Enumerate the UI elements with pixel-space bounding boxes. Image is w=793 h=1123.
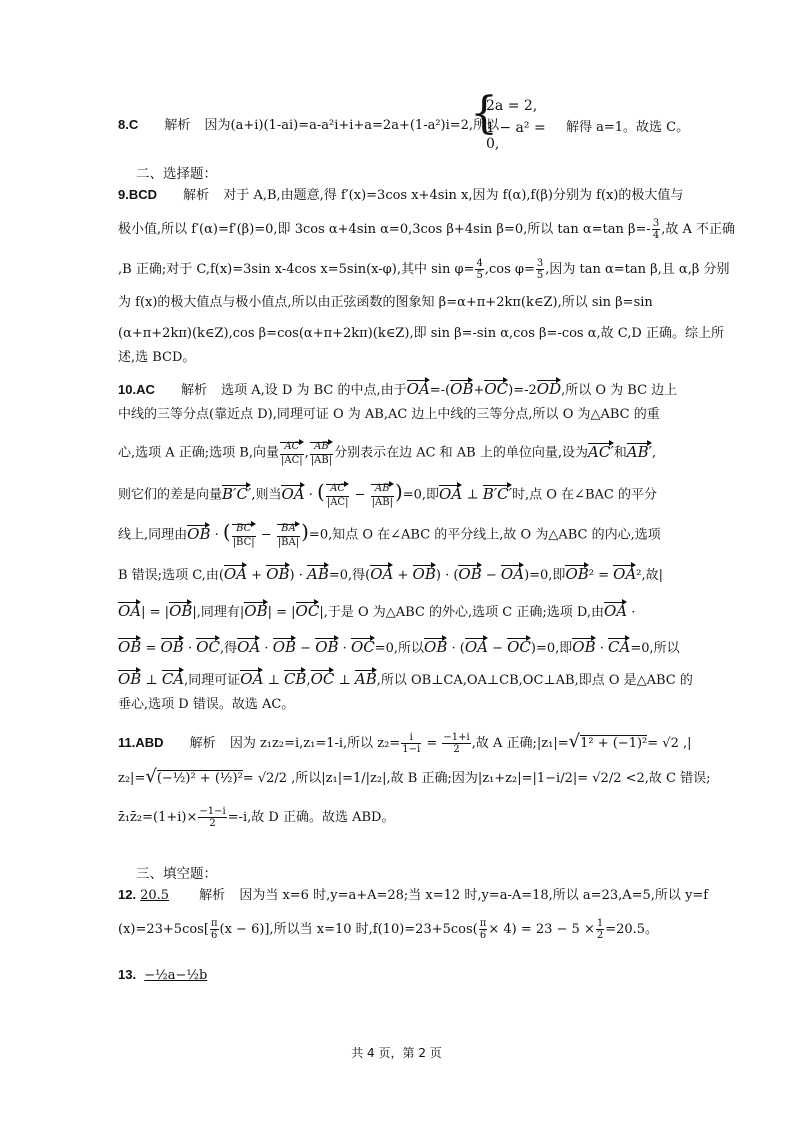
q10-line-7: OA| = |OB|,同理有|OB| = |OC|,于是 O 为△ABC 的外心,选项 C 正确;选项 D,由OA · <box>118 602 636 620</box>
vector-OD: OD <box>536 380 562 398</box>
vector-OB: OB <box>169 602 193 620</box>
vector-OB: OB <box>572 638 596 656</box>
q8-text-a: 因为(a+i)(1-ai)=a-a²i+i+a=2a+(1-a²)i=2,所以 <box>204 118 500 133</box>
fraction-AC-unit <box>326 482 350 508</box>
fraction-4-5 <box>475 258 483 281</box>
vector-OC: OC <box>295 602 320 620</box>
q12-text-2d: =20.5。 <box>605 922 659 937</box>
sqrt-sign: √ <box>568 731 581 752</box>
vector-CB: CB <box>283 670 307 688</box>
q11-text-2c: ,故 B 正确;因为|z₁+z₂|= <box>386 771 533 786</box>
vector-OA: OA <box>464 638 488 656</box>
q11-text-1c: = √2 ,| <box>647 736 692 751</box>
q9-analysis-tag: 解析 <box>183 188 210 203</box>
frac-den: |AC| <box>280 455 303 466</box>
q10-line-2: 中线的三等分点(靠近点 D),同理可证 O 为 AB,AC 边上中线的三等分点,所以 O 为△ABC 的重 <box>118 407 660 422</box>
vector-OB: OB <box>450 380 474 398</box>
q9-line-3 <box>118 258 730 281</box>
abs-1-minus-i-over-2: |1−i/2| <box>532 771 578 786</box>
fraction-i-over-1-minus-i <box>401 732 421 755</box>
q10-text-8c: =0,即 <box>535 641 573 656</box>
fraction-BC-unit <box>232 522 256 548</box>
vector-OB: OB <box>458 565 482 583</box>
q9-line-6: 述,选 BCD。 <box>118 350 196 365</box>
vector-OA: OA <box>237 638 261 656</box>
sqrt-radicand-2: (−½)² + (½)² <box>156 771 243 786</box>
vector-OB: OB <box>315 638 339 656</box>
q10-number: 10.AC <box>118 382 155 397</box>
q10-text-9a: 同理可证 <box>188 673 241 688</box>
frac-num: AC <box>326 482 350 497</box>
frac-den: |AB| <box>371 497 393 508</box>
fraction-pi-6 <box>479 918 488 941</box>
fraction-neg1-minus-i-over-2 <box>198 806 226 829</box>
q9-text-2b: ,故 A 不正确 <box>661 222 735 237</box>
vector-OA: OA <box>406 380 430 398</box>
vector-OB: OB <box>118 670 142 688</box>
q10-text-1a: 选项 A,设 D 为 BC 的中点,由于 <box>221 383 407 398</box>
frac-num: 3 <box>652 218 660 229</box>
fraction-1-over-z2: 1/|z₂| <box>353 771 387 786</box>
vector-OB: OB <box>424 638 448 656</box>
frac-den: 2 <box>596 930 604 941</box>
vector-BpCp: B′C′ <box>482 484 512 503</box>
q10-line-5: 线上,同理由OB · ( $\frac{BC}{|BC|}$ − $\frac{BA}{|BA|}$ )=0,知点 O 在∠ABC 的平分线上,故 O 为△ABC 的内心,选项 <box>118 519 661 548</box>
frac-den: 6 <box>211 930 218 941</box>
q13-line <box>118 966 693 985</box>
q10-text-7a: |,同理有| <box>192 605 245 620</box>
q11-text-2b: = √2/2 ,所以|z₁|= <box>242 771 354 786</box>
q10-text-6b: =0,得( <box>328 568 371 583</box>
q12-answer: 20.5 <box>140 888 170 903</box>
q10-text-4a: 则它们的差是向量 <box>118 487 223 503</box>
q9-text-2a: 极小值,所以 f′(α)=f′(β)=0,即 3cos α+4sin α=0,3cos β+4sin β=0,所以 tan α=tan β=- <box>118 222 651 237</box>
fraction-AB-unit <box>310 440 333 466</box>
frac-den: 5 <box>536 270 544 281</box>
q9-line-4: 为 f(x)的极大值点与极小值点,所以由正弦函数的图象知 β=α+π+2kπ(k∈Z),所以 sin β=sin <box>118 295 653 310</box>
sqrt-radicand-1: 1² + (−1)² <box>580 736 648 751</box>
q9-text-3a: ,B 正确;对于 C,f(x)=3sin x-4cos x=5sin(x-φ),其中 sin φ= <box>118 262 475 277</box>
q10-analysis-tag: 解析 <box>181 383 208 398</box>
frac-num: π <box>210 918 218 929</box>
frac-num: π <box>479 918 487 929</box>
vector-OB: OB <box>187 524 211 543</box>
vector-OB: OB <box>160 638 184 656</box>
fraction-1-2 <box>596 918 604 941</box>
q11-text-3a: z̄₁z̄₂=(1+i)× <box>118 810 198 825</box>
q12-number: 12. <box>118 887 137 902</box>
q10-line-10: 垂心,选项 D 错误。故选 AC。 <box>118 697 295 712</box>
vector-OC: OC <box>310 670 335 688</box>
q10-text-4c: =0,即 <box>402 487 440 503</box>
fraction-pi-6 <box>210 918 219 941</box>
q8-number: 8.C <box>118 117 139 132</box>
frac-den: 2 <box>453 744 460 755</box>
q11-line-3 <box>118 806 693 829</box>
q10-text-1d: )=-2 <box>508 383 537 398</box>
fraction-AB-unit <box>371 482 394 508</box>
vector-OA: OA <box>439 484 463 503</box>
q12-analysis-tag: 解析 <box>199 888 226 903</box>
vector-OA: OA <box>613 565 637 583</box>
q10-text-3c: 和 <box>613 445 627 461</box>
vector-OA: OA <box>118 602 142 620</box>
q10-line-9: OB ⊥ CA,同理可证OA ⊥ CB,OC ⊥ AB,所以 OB⊥CA,OA⊥CB,OC⊥AB,即点 O 是△ABC 的 <box>118 670 693 688</box>
frac-den: |AB| <box>310 455 333 466</box>
frac-den: 5 <box>476 270 483 281</box>
frac-num: BA <box>277 522 300 537</box>
q9-text-1: 对于 A,B,由题意,得 f′(x)=3cos x+4sin x,因为 f(α),f(β)分别为 f(x)的极大值与 <box>223 188 684 203</box>
vector-ABp: AB′ <box>626 442 653 461</box>
vector-AB: AB <box>307 565 329 583</box>
frac-num: i <box>401 732 421 744</box>
q11-text-3b: =-i,故 D 正确。故选 ABD。 <box>227 810 395 825</box>
q11-analysis-tag: 解析 <box>189 736 216 751</box>
q10-text-8d: =0,所以 <box>630 641 680 656</box>
vector-OC: OC <box>484 380 509 398</box>
q10-text-3a: 心,选项 A 正确;选项 B,向量 <box>118 445 279 461</box>
q10-text-6a: B 错误;选项 C,由( <box>118 568 224 583</box>
vector-OC: OC <box>196 638 221 656</box>
q11-text-2d: = √2/2 <2,故 C 错误; <box>577 771 711 786</box>
fraction-3-4 <box>652 218 660 241</box>
q10-text-8a: ,得 <box>220 641 238 656</box>
vector-OC: OC <box>507 638 531 656</box>
frac-num: 4 <box>476 258 483 269</box>
frac-den: |BA| <box>277 537 300 548</box>
q11-number: 11.ABD <box>118 735 164 750</box>
q10-text-4b: ,则当 <box>251 487 282 503</box>
vector-OA: OA <box>240 670 264 688</box>
q11-line-1: 11.ABD 解析 因为 z₁z₂=i,z₁=1-i,所以 z₂= $\frac{i}{1-i}$ = $\frac{-1+i}{2}$ ,故 A 正确;|z₁|=√1² + (−1)²= √2 ,| <box>118 731 692 755</box>
q9-line-2 <box>118 218 735 241</box>
vector-OB: OB <box>118 638 142 656</box>
q10-line-6: B 错误;选项 C,由(OA + OB) · AB=0,得(OA + OB) · (OB − OA)=0,即OB² = OA²,故| <box>118 565 664 583</box>
vector-OA: OA <box>281 484 305 503</box>
vector-OB: OB <box>272 638 297 656</box>
frac-den: |BC| <box>232 537 255 548</box>
q9-number: 9.BCD <box>118 187 158 202</box>
vector-OA: OA <box>370 565 394 583</box>
q11-text-1a: 因为 z₁z₂=i,z₁=1-i,所以 z₂= <box>229 736 401 751</box>
q13-number: 13. <box>118 967 137 982</box>
q12-text-2b: (x − 6)],所以当 x=10 时,f(10)=23+5cos( <box>219 922 478 937</box>
vector-BpCp: B′C′ <box>222 484 252 503</box>
section-3-title: 三、填空题： <box>136 866 217 882</box>
section-2-title: 二、选择题： <box>136 166 217 182</box>
frac-num: 1 <box>596 918 604 929</box>
frac-den: |AC| <box>326 497 349 508</box>
frac-den: 2 <box>209 818 216 829</box>
sqrt-sign: √ <box>145 766 157 787</box>
q10-text-6c: =0,即 <box>529 568 566 583</box>
fraction-neg1-plus-i-over-2 <box>442 732 470 755</box>
q10-text-1e: ,所以 O 为 BC 边上 <box>561 383 678 398</box>
q10-line-1 <box>118 378 693 400</box>
fraction-BA-unit <box>277 522 300 548</box>
frac-den: 6 <box>479 930 487 941</box>
q10-text-3b: 分别表示在边 AC 和 AB 上的单位向量,设为 <box>334 445 589 461</box>
q8-equation-system <box>470 88 560 152</box>
fraction-3-5 <box>536 258 544 281</box>
frac-num: AC <box>280 440 304 455</box>
q8-system-eq1: 2a = 2, <box>486 98 538 114</box>
vector-OA: OA <box>500 565 525 583</box>
q9-text-3c: ,因为 tan α=tan β,且 α,β 分别 <box>545 262 730 277</box>
q10-text-1b: =-( <box>429 383 451 398</box>
vector-ACp: AC′ <box>588 442 614 461</box>
vector-OB: OB <box>565 565 589 583</box>
frac-num: −1−i <box>199 806 226 817</box>
frac-num: AB <box>310 440 333 455</box>
frac-num: 3 <box>536 258 544 269</box>
frac-num: BC <box>232 522 256 537</box>
frac-num: −1+i <box>443 732 470 743</box>
q10-line-3: 心,选项 A 正确;选项 B,向量 $\frac{AC}{|AC|}$ , $\frac{AB}{|AB|}$ 分别表示在边 AC 和 AB 上的单位向量,设为AC′和AB′, <box>118 441 657 466</box>
q11-text-2a: z₂|= <box>118 771 146 786</box>
frac-den: 4 <box>652 230 660 241</box>
q8-analysis-tag: 解析 <box>164 118 191 133</box>
q10-text-5b: =0,知点 O 在∠ABC 的平分线上,故 O 为△ABC 的内心,选项 <box>308 527 661 543</box>
q8-text-b: 解得 a=1。故选 C。 <box>566 120 690 135</box>
q11-line-2 <box>118 766 711 788</box>
q10-text-4d: 时,点 O 在∠BAC 的平分 <box>512 487 657 503</box>
vector-OC: OC <box>350 638 375 656</box>
q12-line-2 <box>118 918 693 941</box>
vector-CA: CA <box>161 670 185 688</box>
q12-line-1 <box>118 886 709 905</box>
q11-text-1b: ,故 A 正确;|z₁|= <box>471 736 569 751</box>
vector-OA: OA <box>223 565 248 583</box>
frac-num: AB <box>371 482 394 497</box>
q12-text-2a: (x)=23+5cos[ <box>118 922 209 937</box>
q10-text-9b: ,所以 OB⊥CA,OA⊥CB,OC⊥AB,即点 O 是△ABC 的 <box>376 673 693 688</box>
q9-line-1 <box>118 186 693 205</box>
q10-line-4: 则它们的差是向量B′C′,则当OA · ( $\frac{AC}{|AC|}$ − $\frac{AB}{|AB|}$ )=0,即OA ⊥ B′C′时,点 O 在∠BAC 的平分 <box>118 479 657 508</box>
vector-OA: OA <box>603 602 628 620</box>
q10-text-8b: =0,所以 <box>374 641 425 656</box>
q10-line-8: OB = OB · OC,得OA · OB − OB · OC=0,所以OB · (OA − OC)=0,即OB · CA=0,所以 <box>118 638 680 656</box>
fraction-AC-unit <box>280 440 304 466</box>
vector-OB: OB <box>412 565 436 583</box>
page-footer: 共 4 页，第 2 页 <box>351 1046 442 1060</box>
q9-line-5: (α+π+2kπ)(k∈Z),cos β=cos(α+π+2kπ)(k∈Z),即 sin β=-sin α,cos β=-cos α,故 C,D 正确。综上所 <box>118 326 724 341</box>
q8-system-eq2: 1 − a² = 0, <box>486 120 546 152</box>
frac-den: 1−i <box>402 744 421 755</box>
vector-OB: OB <box>266 565 290 583</box>
q12-text-2c: × 4) = 23 − 5 × <box>488 922 595 937</box>
q9-text-3b: ,cos φ= <box>484 262 535 277</box>
left-brace: { <box>470 88 498 139</box>
q10-text-1c: + <box>473 383 485 398</box>
vector-CA: CA <box>608 638 631 656</box>
q10-text-5a: 线上,同理由 <box>118 527 188 543</box>
q12-text-1: 因为当 x=6 时,y=a+A=28;当 x=12 时,y=a-A=18,所以 a=23,A=5,所以 y=f <box>239 888 709 903</box>
q10-text-6d: ,故| <box>641 568 664 583</box>
vector-OB: OB <box>244 602 268 620</box>
q13-answer: −½a−½b <box>144 968 208 983</box>
q10-text-7b: |,于是 O 为△ABC 的外心,选项 C 正确;选项 D,由 <box>319 605 604 620</box>
vector-AB: AB <box>354 670 377 688</box>
